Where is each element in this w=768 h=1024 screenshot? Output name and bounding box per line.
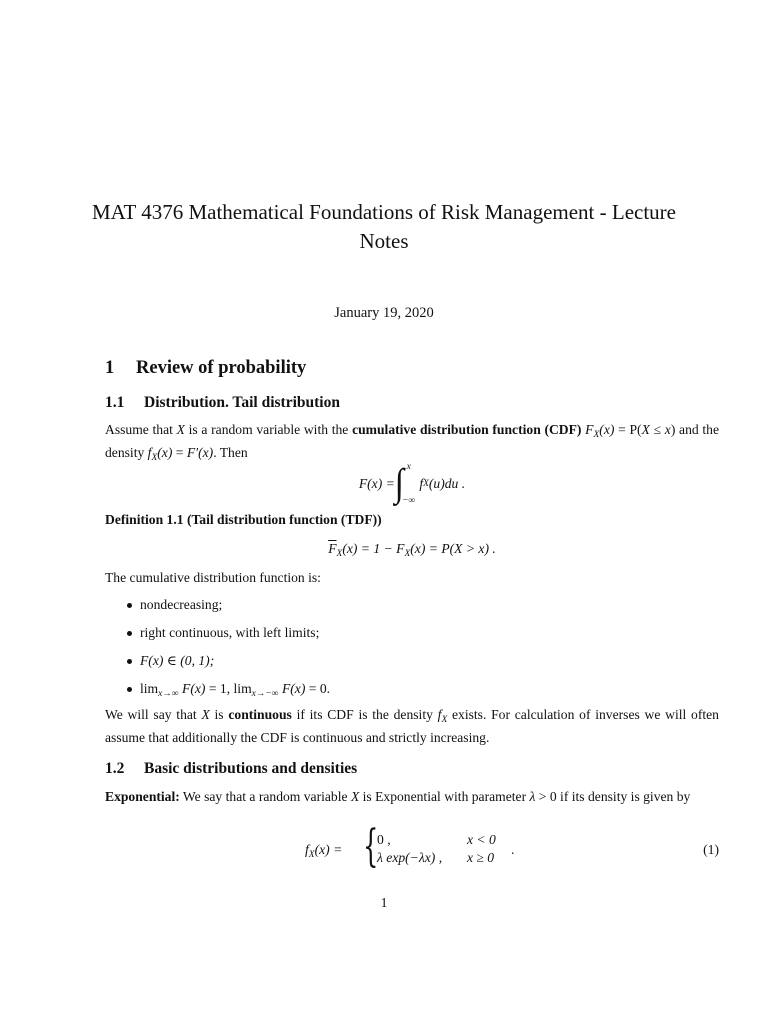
section-heading-1: [105, 358, 306, 379]
cdf-intro: The cumulative distribution function is:: [105, 570, 321, 585]
cdf-term: cumulative distribution function (CDF): [352, 422, 582, 437]
left-brace: {: [363, 821, 379, 872]
exponential-term: Exponential:: [105, 789, 180, 804]
subsection-title: Distribution. Tail distribution: [144, 394, 340, 411]
section-title: Review of probability: [136, 358, 307, 378]
equation-exponential-density: $f_X(x)$ = { 0 , λ exp(−λx) , x < 0 x ≥ 0 . (1): [305, 821, 719, 872]
subsection-number: 1.2: [105, 760, 125, 777]
document-title: MAT 4376 Mathematical Foundations of Risk Management - Lecture Notes: [92, 200, 676, 253]
list-item: nondecreasing;: [105, 596, 719, 624]
integral-sign: ∫: [394, 462, 405, 505]
definition-heading: Definition 1.1 (Tail distribution function (TDF)): [105, 512, 382, 527]
list-item: F(x) ∈ (0, 1);: [105, 652, 719, 680]
list-item: $\lim_{x\to\infty} F(x) = 1$, $\lim_{x\to-\infty} F(x) = 0$.: [105, 680, 719, 708]
cdf-properties-list: [105, 596, 719, 708]
subsection-heading-1-2: [105, 760, 357, 778]
paragraph-continuous: We will say that X is continuous if its CDF is the density $f_X$ exists. For calculation of inverses we will often assume that additionally the CDF is continuous and strictly increasing.: [105, 707, 719, 745]
section-number: 1: [105, 358, 115, 378]
list-item: right continuous, with left limits;: [105, 624, 719, 652]
document-date: January 19, 2020: [334, 305, 434, 321]
subsection-number: 1.1: [105, 394, 125, 411]
subsection-heading-1-1: [105, 394, 340, 412]
equation-tdf: $\overline{F}_X(x) = 1 - F_X(x) = P(X > x)$ .: [328, 541, 496, 559]
paragraph-exponential: Exponential: We say that a random variable X is Exponential with parameter λ > 0 if its density is given by: [105, 789, 691, 804]
continuous-term: continuous: [228, 707, 292, 722]
paragraph-cdf-definition: Assume that X is a random variable with the cumulative distribution function (CDF) $F_X(x) = P(X \le x)$ and the density $f_X(x) = F'(x)$. Then: [105, 422, 719, 463]
subsection-title: Basic distributions and densities: [144, 760, 358, 777]
equation-cdf-integral: F(x) = ∫ x −∞ f X (u)du .: [358, 462, 466, 506]
equation-number: (1): [703, 842, 719, 857]
page-number: 1: [380, 895, 388, 910]
